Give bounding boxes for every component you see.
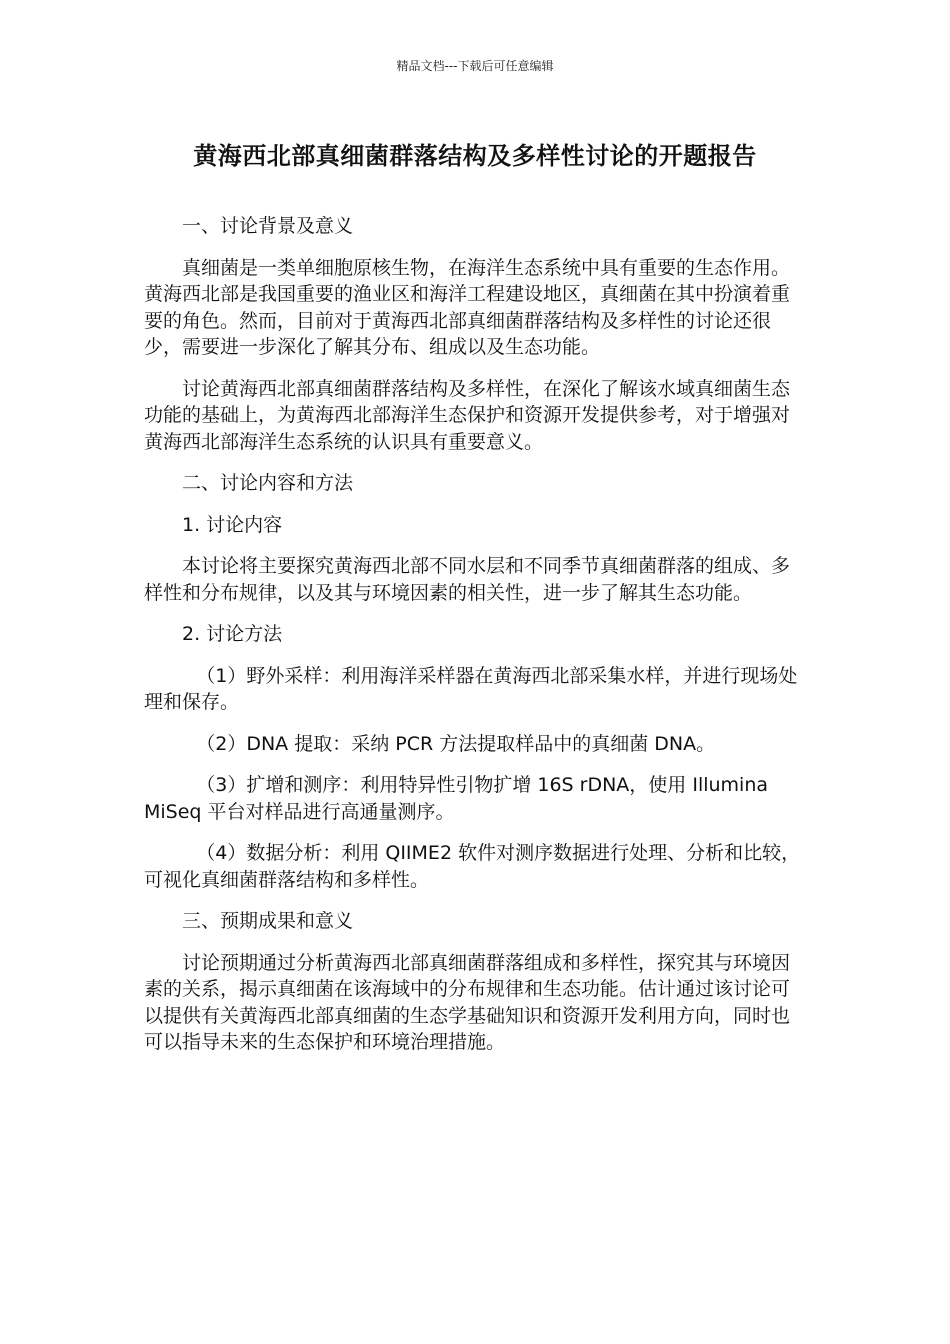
method-amplification-sequencing: （3）扩增和测序：利用特异性引物扩增 16S rDNA，使用 Illumina MiSeq 平台对样品进行高通量测序。 <box>144 774 769 823</box>
method-sampling: （1）野外采样：利用海洋采样器在黄海西北部采集水样，并进行现场处理和保存。 <box>144 664 798 713</box>
document-body <box>144 213 806 1071</box>
paragraph-expected-results: 讨论预期通过分析黄海西北部真细菌群落组成和多样性，探究其与环境因素的关系，揭示真细菌在该海域中的分布规律和生态功能。估计通过该讨论可以提供有关黄海西北部真细菌的生态学基础知识和资源开发利用方向，同时也可以指导未来的生态保护和环境治理措施。 <box>144 951 791 1053</box>
section-heading-content-methods: 二、讨论内容和方法 <box>182 472 354 494</box>
section-heading-expected-results: 三、预期成果和意义 <box>182 910 354 932</box>
paragraph-background-2: 讨论黄海西北部真细菌群落结构及多样性，在深化了解该水域真细菌生态功能的基础上，为黄海西北部海洋生态保护和资源开发提供参考，对于增强对黄海西北部海洋生态系统的认识具有重要意义。 <box>144 377 791 453</box>
subheading-content: 1. 讨论内容 <box>182 513 283 536</box>
header-note: 精品文档---下载后可任意编辑 <box>396 59 554 73</box>
method-data-analysis: （4）数据分析：利用 QIIME2 软件对测序数据进行处理、分析和比较，可视化真细菌群落结构和多样性。 <box>144 842 801 891</box>
subheading-methods: 2. 讨论方法 <box>182 623 283 645</box>
method-dna-extraction: （2）DNA 提取：采纳 PCR 方法提取样品中的真细菌 DNA。 <box>196 732 716 755</box>
section-heading-background: 一、讨论背景及意义 <box>182 215 354 237</box>
paragraph-content: 本讨论将主要探究黄海西北部不同水层和不同季节真细菌群落的组成、多样性和分布规律，以及其与环境因素的相关性，进一步了解其生态功能。 <box>144 555 791 604</box>
paragraph-background-1: 真细菌是一类单细胞原核生物，在海洋生态系统中具有重要的生态作用。黄海西北部是我国重要的渔业区和海洋工程建设地区，真细菌在其中扮演着重要的角色。然而，目前对于黄海西北部真细菌群落结构及多样性的讨论还很少，需要进一步深化了解其分布、组成以及生态功能。 <box>144 256 791 358</box>
document-title: 黄海西北部真细菌群落结构及多样性讨论的开题报告 <box>193 142 757 170</box>
